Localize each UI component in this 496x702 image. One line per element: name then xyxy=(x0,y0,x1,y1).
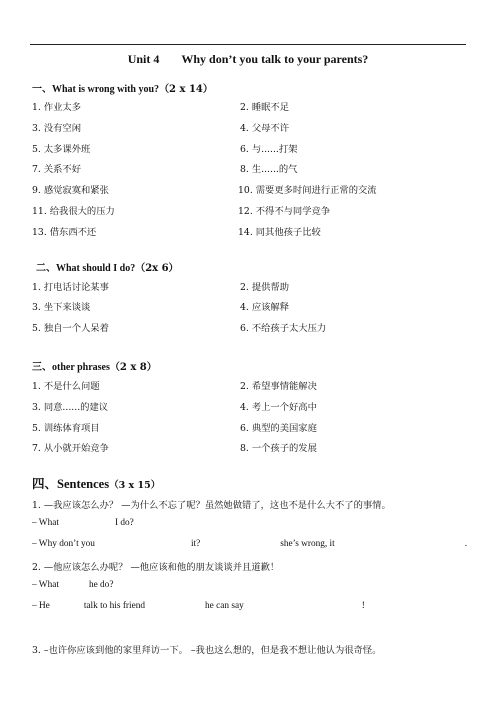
sentence-1-english-a: – What I do? xyxy=(32,518,134,528)
list-row: 7. 关系不好 8. 生......的气 xyxy=(32,164,298,175)
unit-label: Unit 4 xyxy=(127,52,160,66)
list-row: 3. 同意......的建议 4. 考上一个好高中 xyxy=(32,402,317,413)
list-row: 5. 训练体育项目 6. 典型的美国家庭 xyxy=(32,423,317,434)
sentence-2-english-b: – He talk to his friend he can say ! xyxy=(32,601,365,611)
sentence-2-english-a: – What he do? xyxy=(32,580,114,590)
unit-question: Why don’t you talk to your parents? xyxy=(181,52,369,66)
list-row: 3. 没有空闲 4. 父母不许 xyxy=(32,123,290,134)
list-row: 3. 坐下来谈谈 4. 应该解释 xyxy=(32,302,290,313)
list-row: 1. 作业太多 2. 睡眠不足 xyxy=(32,102,290,113)
list-row: 5. 太多课外班 6. 与......打架 xyxy=(32,144,298,155)
list-row: 9. 感觉寂寞和紧张 10. 需要更多时间进行正常的交流 xyxy=(32,185,377,196)
sentence-1-chinese: 1. —我应该怎么办？ —为什么不忘了呢？虽然她做错了，这也不是什么大不了的事情。 xyxy=(32,500,391,511)
list-row: 13. 借东西不还 14. 同其他孩子比较 xyxy=(32,227,321,238)
list-row: 7. 从小就开始竞争 8. 一个孩子的发展 xyxy=(32,443,317,454)
list-row: 1. 不是什么问题 2. 希望事情能解决 xyxy=(32,381,317,392)
list-row: 1. 打电话讨论某事 2. 提供帮助 xyxy=(32,282,290,293)
sentence-3-chinese: 3. –也许你应该到他的家里拜访一下。 –我也这么想的，但是我不想让他认为很奇怪。 xyxy=(32,645,382,656)
section-heading-2: 二、What should I do?（2x 6） xyxy=(36,263,179,274)
list-row: 11. 给我很大的压力 12. 不得不与同学竞争 xyxy=(32,206,331,217)
sentence-1-english-b: – Why don’t you it? she’s wrong, it . xyxy=(32,539,468,549)
sentence-2-chinese: 2. —他应该怎么办呢？ —他应该和他的朋友谈谈并且道歉！ xyxy=(32,562,280,573)
list-row: 5. 独自一个人呆着 6. 不给孩子太大压力 xyxy=(32,323,327,334)
page-title xyxy=(0,52,496,67)
section-heading-1: 一、What is wrong with you?（2 x 14） xyxy=(32,84,213,95)
section-heading-4: 四、Sentences（3 x 15） xyxy=(32,476,161,491)
header-rule xyxy=(30,44,466,45)
section-heading-3: 三、other phrases（2 x 8） xyxy=(32,362,157,373)
